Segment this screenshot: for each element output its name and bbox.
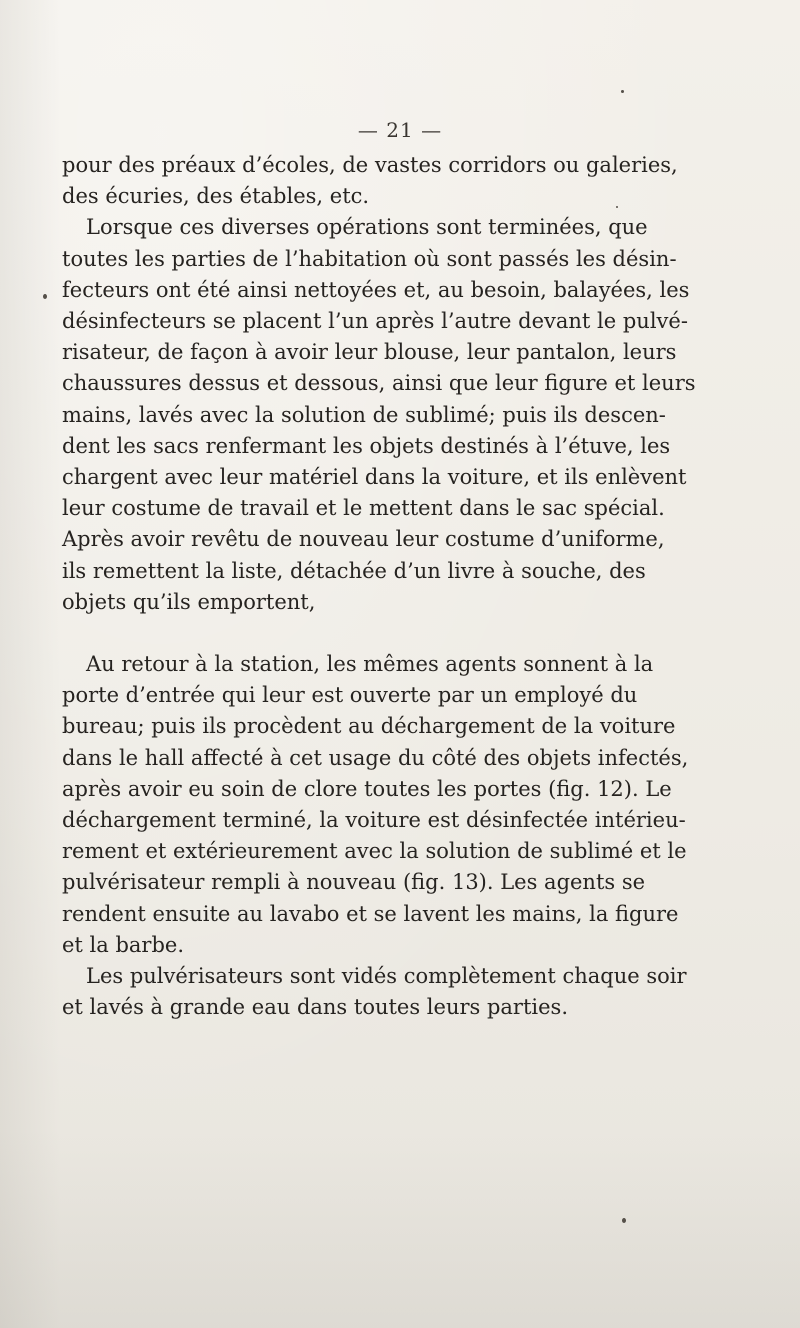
text-line: leur costume de travail et le mettent dans le sac spécial.	[62, 496, 665, 521]
paragraph-4	[62, 961, 687, 1023]
paper-speck	[621, 90, 624, 93]
text-line: déchargement terminé, la voiture est désinfectée intérieu-	[62, 808, 686, 833]
text-line: Lorsque ces diverses opérations sont terminées, que	[86, 215, 648, 240]
text-line: mains, lavés avec la solution de sublimé; puis ils descen-	[62, 402, 666, 427]
text-line: et lavés à grande eau dans toutes leurs parties.	[62, 995, 568, 1020]
text-line: bureau; puis ils procèdent au déchargement de la voiture	[62, 714, 676, 739]
text-line: chargent avec leur matériel dans la voiture, et ils enlèvent	[62, 465, 687, 490]
text-line: objets qu’ils emportent,	[62, 589, 316, 614]
text-line: désinfecteurs se placent l’un après l’autre devant le pulvé-	[62, 309, 688, 334]
paper-speck	[616, 206, 618, 208]
text-line: risateur, de façon à avoir leur blouse, leur pantalon, leurs	[62, 340, 677, 365]
text-line: fecteurs ont été ainsi nettoyées et, au besoin, balayées, les	[62, 277, 690, 302]
page-bottom-shadow	[0, 1128, 800, 1328]
text-line: porte d’entrée qui leur est ouverte par un employé du	[62, 683, 638, 708]
text-line: ils remettent la liste, détachée d’un livre à souche, des	[62, 558, 646, 583]
text-line: rement et extérieurement avec la solution de sublimé et le	[62, 839, 687, 864]
paragraph-3	[62, 649, 689, 961]
paper-speck	[43, 294, 47, 299]
text-line: Les pulvérisateurs sont vidés complètement chaque soir	[86, 964, 687, 989]
text-line: pulvérisateur rempli à nouveau (fig. 13). Les agents se	[62, 870, 646, 895]
text-line: et la barbe.	[62, 932, 185, 957]
text-line: pour des préaux d’écoles, de vastes corridors ou galeries,	[62, 153, 678, 177]
text-line: Au retour à la station, les mêmes agents sonnent à la	[86, 652, 654, 677]
paragraph-1	[62, 150, 678, 212]
paper-speck	[622, 1218, 626, 1223]
text-line: rendent ensuite au lavabo et se lavent les mains, la figure	[62, 901, 679, 926]
text-line: chaussures dessus et dessous, ainsi que leur figure et leurs	[62, 371, 696, 396]
page-number-header: — 21 —	[357, 118, 443, 142]
text-line: dent les sacs renfermant les objets destinés à l’étuve, les	[62, 433, 671, 458]
text-line: des écuries, des étables, etc.	[62, 184, 370, 209]
text-line: Après avoir revêtu de nouveau leur costume d’uniforme,	[62, 527, 665, 552]
text-line: dans le hall affecté à cet usage du côté des objets infectés,	[62, 745, 689, 770]
paragraph-2	[62, 212, 696, 618]
text-line: toutes les parties de l’habitation où sont passés les désin-	[62, 246, 677, 271]
body-text	[62, 150, 696, 1023]
text-line: après avoir eu soin de clore toutes les portes (fig. 12). Le	[62, 776, 672, 801]
